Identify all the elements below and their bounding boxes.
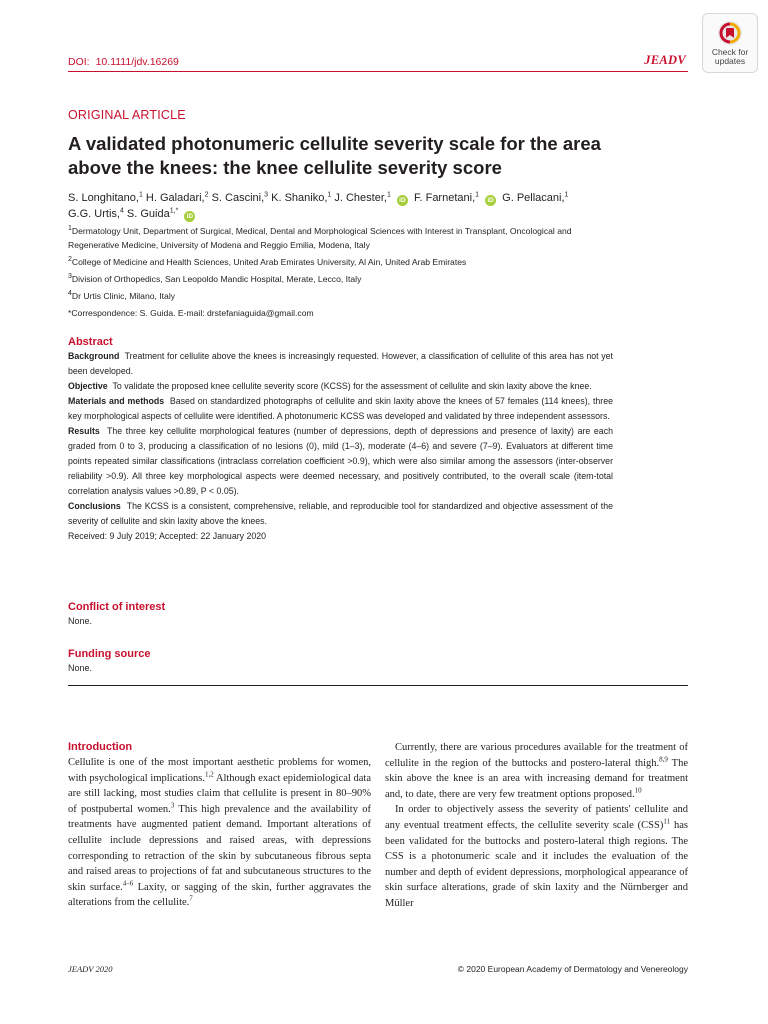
affiliation-text: Dr Urtis Clinic, Milano, Italy — [71, 291, 176, 301]
citation[interactable]: 10 — [634, 786, 642, 795]
footer-journal: JEADV 2020 — [68, 964, 113, 974]
abstract-background — [68, 349, 613, 379]
affil-sup: 1 — [564, 191, 569, 199]
affiliation — [68, 238, 628, 252]
doi-link[interactable]: 10.1111/jdv.16269 — [95, 56, 179, 68]
correspondence-text[interactable]: *Correspondence: S. Guida. E-mail: drstefaniaguida@gmail.com — [68, 308, 314, 318]
author-list — [68, 190, 668, 222]
text-run: has been validated for the buttocks and postero-lateral thigh regions. The CSS is a photonumeric scale and it includes the evaluation of the number and depth of evident depressions, morphological appearance of skin surface alterations, grade of skin laxity and the Nürnberger and Müller — [385, 819, 688, 909]
text: The KCSS is a consistent, comprehensive, reliable, and reproducible tool for standardized and objective assessment of the severity of cellulite and skin laxity above the knees. — [68, 501, 614, 526]
citation[interactable]: 4–6 — [122, 879, 134, 888]
conflict-text: None. — [68, 616, 93, 626]
affil-sup: 3 — [68, 273, 72, 281]
affil-sup: 1 — [68, 225, 72, 233]
funding-heading: Funding source — [68, 648, 151, 660]
label: Objective — [68, 381, 108, 391]
citation[interactable]: 8,9 — [659, 755, 668, 764]
label: Results — [68, 426, 100, 436]
author-line-2 — [68, 206, 668, 222]
body-column-right — [385, 740, 688, 912]
section-divider — [68, 685, 688, 686]
author[interactable]: S. Cascini, — [211, 192, 265, 204]
text: The three key cellulite morphological features (number of depressions, depth of depressions and presence of laxity) are each graded from 0 to 3, producing a classification of no lesions (0), mild (1–3), moderate (4–6) and severe (7–9). Evaluators at different time points repeated similar classifications (intraclass correlation coefficient >0.9), which were also similar among the assessors (inter-observer reliability >0.9). All three key morphological aspects were deemed necessary, and positively contributed, to the overall scale (item-total correlation analysis values >0.89, P < 0.05). — [68, 426, 613, 496]
author[interactable]: J. Chester, — [334, 192, 387, 204]
affil-sup: 2 — [204, 191, 209, 199]
affil-sup: 1 — [386, 191, 391, 199]
text-run: Currently, there are various procedures available for the treatment of cellulite in the region of the buttocks and postero-lateral thigh. — [385, 742, 688, 769]
article-type: ORIGINAL ARTICLE — [68, 108, 186, 122]
author[interactable]: G.G. Urtis, — [68, 208, 120, 220]
text: Based on standardized photographs of cellulite and skin laxity above the knees of 57 females (114 knees), three key morphological aspects of cellulite were identified. A photonumeric KCSS was developed and validated by three independent assessors. — [68, 396, 614, 421]
author-line-1 — [68, 190, 668, 206]
orcid-icon[interactable]: iD — [184, 211, 195, 222]
doi[interactable] — [68, 56, 179, 68]
funding-section — [68, 647, 468, 676]
affil-sup: 2 — [68, 256, 72, 264]
affiliation — [68, 224, 628, 238]
orcid-icon[interactable]: iD — [397, 195, 408, 206]
correspondence[interactable] — [68, 306, 628, 320]
intro-paragraph — [68, 755, 371, 911]
body-paragraph — [385, 740, 688, 802]
footer-copyright: © 2020 European Academy of Dermatology and Venereology — [457, 964, 688, 974]
text-run: Cellulite is one of the most important aesthetic problems for women, with psychological implications. — [68, 757, 371, 784]
check-for-updates-badge[interactable] — [702, 13, 758, 73]
body-paragraph — [385, 802, 688, 911]
affiliation-text: Dermatology Unit, Department of Surgical, Medical, Dental and Morphological Sciences with Interest in Transplant, Oncological and — [71, 226, 572, 236]
received-dates: Received: 9 July 2019; Accepted: 22 January 2020 — [68, 531, 267, 541]
affiliations — [68, 224, 628, 320]
abstract — [68, 335, 613, 544]
header-rule — [68, 71, 688, 72]
article-title: A validated photonumeric cellulite severity scale for the area above the knees: the knee cellulite severity score — [68, 133, 601, 178]
text-run: Laxity, or sagging of the skin, further aggravates the alterations from the cellulite. — [68, 881, 371, 909]
citation[interactable]: 7 — [189, 894, 193, 903]
affil-sup: 1 — [475, 191, 480, 199]
label: Background — [68, 351, 120, 361]
affil-sup: 1 — [327, 191, 332, 199]
affil-sup: 1 — [138, 191, 143, 199]
badge-line-1: Check for — [711, 47, 749, 57]
author[interactable]: K. Shaniko, — [271, 192, 328, 204]
author[interactable]: G. Pellacani, — [502, 192, 565, 204]
author[interactable]: S. Guida — [126, 208, 170, 220]
citation[interactable]: 1,2 — [204, 770, 214, 779]
text-run: Although exact epidemiological data are still lacking, most studies claim that cellulite is present in 80–90% of postpubertal women. — [68, 772, 371, 815]
abstract-heading: Abstract — [68, 336, 113, 348]
affil-sup: 1,* — [169, 207, 179, 215]
check-for-updates-icon — [717, 20, 743, 46]
author[interactable]: H. Galadari, — [145, 192, 205, 204]
affiliation-text: College of Medicine and Health Sciences, United Arab Emirates University, Al Ain, United Arab Emirates — [71, 257, 467, 267]
doi-label: DOI: — [68, 56, 90, 68]
badge-line-2: updates — [714, 56, 746, 66]
affil-sup: 4 — [68, 290, 72, 298]
funding-text: None. — [68, 663, 93, 673]
conflict-heading: Conflict of interest — [68, 601, 166, 613]
affiliation — [68, 289, 628, 303]
introduction-heading: Introduction — [68, 741, 133, 753]
text-run: This high prevalence and the availability of treatments have augmented patient demand. Important alterations of cellulite include depressions and raised areas, with depressions corresponding to retraction of the skin by subcutaneous fibrous septa and raised areas to projections of fat and subcutaneous structures to the skin surface. — [68, 803, 371, 893]
journal-name: JEADV — [644, 53, 686, 67]
affil-sup: 4 — [119, 207, 124, 215]
citation[interactable]: 3 — [170, 801, 175, 810]
abstract-results — [68, 424, 613, 499]
abstract-conclusions — [68, 499, 613, 529]
affiliation-text: Division of Orthopedics, San Leopoldo Mandic Hospital, Merate, Lecco, Italy — [71, 274, 362, 284]
conflict-section — [68, 600, 468, 629]
text-run: The skin above the knee is an area with increasing demand for treatment and, to date, there are very few treatment options proposed. — [385, 757, 688, 800]
body-column-left — [68, 740, 371, 911]
author[interactable]: F. Farnetani, — [413, 192, 476, 204]
affiliation — [68, 272, 628, 286]
label: Materials and methods — [68, 396, 165, 406]
text-run: In order to objectively assess the severity of patients' cellulite and any eventual treatment effects, the cellulite severity scale (CSS) — [385, 804, 688, 831]
abstract-objective — [68, 379, 613, 394]
affiliation-text: Regenerative Medicine, University of Modena and Reggio Emilia, Modena, Italy — [68, 240, 370, 250]
citation[interactable]: 11 — [663, 817, 671, 826]
affiliation — [68, 255, 628, 269]
text: Treatment for cellulite above the knees is increasingly requested. However, a classification of cellulite of this area has not yet been developed. — [68, 351, 614, 376]
orcid-icon[interactable]: iD — [485, 195, 496, 206]
affil-sup: 3 — [264, 191, 269, 199]
text: To validate the proposed knee cellulite severity score (KCSS) for the assessment of cellulite and skin laxity above the knee. — [112, 381, 592, 391]
author[interactable]: S. Longhitano, — [68, 192, 139, 204]
label: Conclusions — [68, 501, 121, 511]
abstract-methods — [68, 394, 613, 424]
